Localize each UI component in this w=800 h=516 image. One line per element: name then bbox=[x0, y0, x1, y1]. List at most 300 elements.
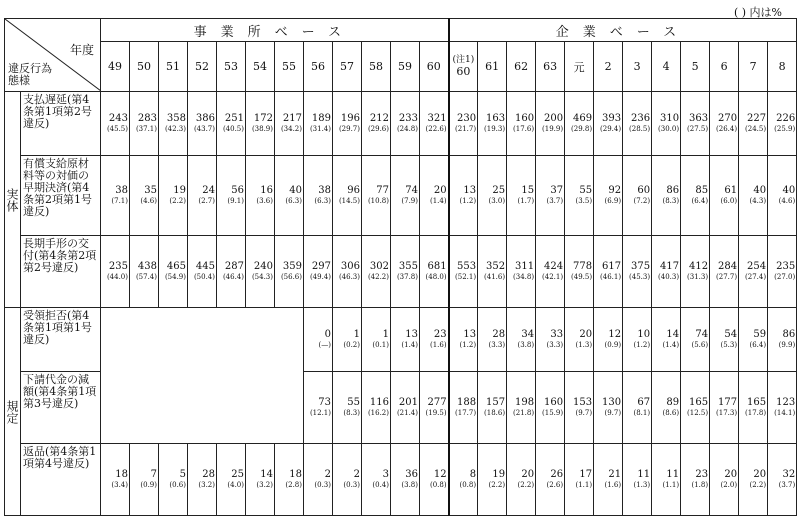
data-cell bbox=[391, 444, 420, 516]
year-label: 2 bbox=[604, 60, 612, 74]
cell-percent: (27.7) bbox=[716, 272, 738, 281]
year-label: 56 bbox=[311, 60, 325, 74]
cell-percent: (15.9) bbox=[542, 408, 564, 417]
data-cell bbox=[768, 92, 797, 156]
data-cell bbox=[159, 156, 188, 236]
data-cell bbox=[420, 92, 449, 156]
data-cell bbox=[275, 156, 304, 236]
cell-percent: (1.2) bbox=[459, 340, 477, 349]
data-cell bbox=[362, 92, 391, 156]
data-cell bbox=[681, 444, 710, 516]
cell-count: 227 bbox=[747, 112, 767, 124]
cell-percent: (9.7) bbox=[604, 408, 622, 417]
data-cell bbox=[681, 156, 710, 236]
cell-percent: (9.7) bbox=[575, 408, 593, 417]
year-label: 63 bbox=[543, 60, 558, 74]
cell-count: 67 bbox=[637, 396, 651, 408]
data-cell bbox=[159, 236, 188, 308]
year-label: 57 bbox=[340, 60, 354, 74]
data-cell bbox=[536, 236, 565, 308]
data-cell bbox=[449, 92, 478, 156]
group-label: 実体 bbox=[5, 92, 21, 308]
cell-count: 40 bbox=[753, 184, 767, 196]
year-label: 5 bbox=[691, 60, 699, 74]
cell-percent: (0.4) bbox=[372, 480, 389, 489]
cell-percent: (22.6) bbox=[425, 124, 447, 133]
year-label: 59 bbox=[398, 60, 412, 74]
cell-count: 74 bbox=[405, 184, 418, 196]
cell-count: 13 bbox=[405, 328, 418, 340]
cell-count: 35 bbox=[144, 184, 157, 196]
data-cell bbox=[362, 372, 391, 444]
cell-count: 86 bbox=[782, 328, 796, 340]
cell-count: 24 bbox=[202, 184, 215, 196]
cell-count: 321 bbox=[427, 112, 447, 124]
data-cell bbox=[565, 236, 594, 308]
cell-percent: (3.6) bbox=[256, 196, 273, 205]
data-cell bbox=[246, 236, 275, 308]
cell-count: 417 bbox=[660, 260, 680, 272]
cell-percent: (1.2) bbox=[633, 340, 651, 349]
cell-percent: (0.8) bbox=[459, 480, 477, 489]
row-label: 下請代金の減額(第4条第1項第3号違反) bbox=[21, 372, 101, 444]
data-cell bbox=[449, 156, 478, 236]
cell-count: 177 bbox=[718, 396, 738, 408]
data-cell bbox=[652, 444, 681, 516]
cell-count: 19 bbox=[173, 184, 186, 196]
cell-percent: (8.1) bbox=[633, 408, 651, 417]
cell-percent: (54.9) bbox=[164, 272, 186, 281]
cell-percent: (19.3) bbox=[484, 124, 506, 133]
year-header bbox=[652, 42, 681, 92]
cell-count: 55 bbox=[347, 396, 360, 408]
year-label: 62 bbox=[514, 60, 529, 74]
cell-count: 172 bbox=[253, 112, 273, 124]
table-row bbox=[5, 156, 797, 236]
cell-percent: (42.3) bbox=[164, 124, 186, 133]
data-cell bbox=[101, 92, 130, 156]
cell-percent: (3.5) bbox=[575, 196, 593, 205]
year-header bbox=[681, 42, 710, 92]
cell-count: 11 bbox=[666, 468, 680, 480]
cell-percent: (4.6) bbox=[778, 196, 796, 205]
data-cell bbox=[739, 156, 768, 236]
corner-violation-label: 違反行為態様 bbox=[8, 62, 52, 87]
cell-count: 28 bbox=[202, 468, 215, 480]
data-cell bbox=[739, 444, 768, 516]
cell-count: 26 bbox=[550, 468, 564, 480]
cell-percent: (10.8) bbox=[367, 196, 389, 205]
cell-count: 393 bbox=[602, 112, 622, 124]
cell-percent: (—) bbox=[318, 340, 331, 349]
cell-percent: (49.5) bbox=[571, 272, 593, 281]
cell-percent: (18.6) bbox=[484, 408, 506, 417]
cell-count: 306 bbox=[340, 260, 360, 272]
cell-percent: (9.9) bbox=[778, 340, 796, 349]
cell-count: 73 bbox=[318, 396, 331, 408]
data-cell bbox=[623, 156, 652, 236]
cell-count: 20 bbox=[433, 184, 447, 196]
cell-percent: (30.0) bbox=[658, 124, 680, 133]
cell-count: 96 bbox=[347, 184, 360, 196]
cell-percent: (0.9) bbox=[604, 340, 622, 349]
cell-count: 2 bbox=[324, 468, 331, 480]
data-cell bbox=[536, 308, 565, 372]
cell-count: 424 bbox=[544, 260, 564, 272]
cell-percent: (1.6) bbox=[604, 480, 622, 489]
group-establishment-header: 事業所ベース bbox=[101, 19, 449, 42]
data-cell bbox=[565, 372, 594, 444]
data-cell bbox=[478, 308, 507, 372]
cell-percent: (40.3) bbox=[658, 272, 680, 281]
year-header bbox=[362, 42, 391, 92]
cell-percent: (3.8) bbox=[517, 340, 535, 349]
data-cell bbox=[594, 444, 623, 516]
cell-percent: (2.7) bbox=[198, 196, 215, 205]
cell-count: 681 bbox=[427, 260, 447, 272]
violation-table bbox=[4, 18, 797, 516]
cell-percent: (2.0) bbox=[720, 480, 738, 489]
data-cell bbox=[304, 308, 333, 372]
cell-count: 310 bbox=[660, 112, 680, 124]
data-cell bbox=[478, 236, 507, 308]
year-header bbox=[623, 42, 652, 92]
data-cell bbox=[739, 92, 768, 156]
cell-count: 23 bbox=[433, 328, 447, 340]
cell-count: 226 bbox=[776, 112, 796, 124]
cell-percent: (7.9) bbox=[401, 196, 418, 205]
data-cell bbox=[710, 156, 739, 236]
cell-count: 10 bbox=[637, 328, 651, 340]
cell-count: 8 bbox=[469, 468, 477, 480]
cell-percent: (46.1) bbox=[600, 272, 622, 281]
year-header bbox=[217, 42, 246, 92]
data-cell bbox=[565, 92, 594, 156]
data-cell bbox=[768, 372, 797, 444]
cell-count: 86 bbox=[666, 184, 680, 196]
data-cell bbox=[391, 372, 420, 444]
cell-count: 236 bbox=[631, 112, 651, 124]
cell-percent: (17.6) bbox=[513, 124, 535, 133]
data-cell bbox=[304, 444, 333, 516]
data-cell bbox=[652, 372, 681, 444]
data-cell bbox=[101, 156, 130, 236]
year-header bbox=[420, 42, 449, 92]
data-cell bbox=[507, 372, 536, 444]
cell-percent: (3.7) bbox=[546, 196, 564, 205]
data-cell bbox=[420, 156, 449, 236]
cell-count: 1 bbox=[382, 328, 389, 340]
table-row bbox=[5, 92, 797, 156]
data-cell bbox=[507, 236, 536, 308]
cell-count: 20 bbox=[753, 468, 767, 480]
cell-percent: (2.2) bbox=[517, 480, 535, 489]
data-cell bbox=[739, 372, 768, 444]
cell-percent: (12.1) bbox=[309, 408, 331, 417]
data-cell bbox=[275, 92, 304, 156]
cell-percent: (3.7) bbox=[778, 480, 796, 489]
cell-percent: (6.3) bbox=[314, 196, 331, 205]
cell-percent: (57.4) bbox=[135, 272, 157, 281]
cell-count: 36 bbox=[405, 468, 418, 480]
cell-percent: (7.2) bbox=[633, 196, 651, 205]
data-cell bbox=[652, 236, 681, 308]
cell-count: 352 bbox=[486, 260, 506, 272]
cell-percent: (42.1) bbox=[542, 272, 564, 281]
year-label: 54 bbox=[253, 60, 267, 74]
cell-percent: (29.4) bbox=[600, 124, 622, 133]
cell-percent: (19.5) bbox=[425, 408, 447, 417]
cell-count: 163 bbox=[486, 112, 506, 124]
group-label: 規定 bbox=[5, 308, 21, 516]
cell-count: 20 bbox=[521, 468, 535, 480]
data-cell bbox=[362, 308, 391, 372]
cell-percent: (43.7) bbox=[193, 124, 215, 133]
cell-count: 59 bbox=[753, 328, 767, 340]
data-cell bbox=[188, 156, 217, 236]
cell-percent: (3.8) bbox=[401, 480, 418, 489]
cell-count: 617 bbox=[602, 260, 622, 272]
empty-cell bbox=[101, 372, 304, 444]
data-cell bbox=[507, 444, 536, 516]
cell-percent: (25.9) bbox=[774, 124, 796, 133]
cell-count: 287 bbox=[224, 260, 244, 272]
cell-count: 14 bbox=[666, 328, 680, 340]
cell-percent: (2.2) bbox=[169, 196, 186, 205]
year-label: 6 bbox=[720, 60, 728, 74]
cell-percent: (37.1) bbox=[135, 124, 157, 133]
data-cell bbox=[507, 156, 536, 236]
data-cell bbox=[681, 308, 710, 372]
data-cell bbox=[652, 92, 681, 156]
year-header bbox=[478, 42, 507, 92]
cell-count: 297 bbox=[311, 260, 331, 272]
year-header bbox=[507, 42, 536, 92]
data-cell bbox=[188, 92, 217, 156]
cell-count: 359 bbox=[282, 260, 302, 272]
data-cell bbox=[159, 444, 188, 516]
table-row bbox=[5, 236, 797, 308]
year-label: 51 bbox=[166, 60, 180, 74]
row-label: 有償支給原材料等の対価の早期決済(第4条第2項第1号違反) bbox=[21, 156, 101, 236]
data-cell bbox=[768, 444, 797, 516]
data-cell bbox=[623, 236, 652, 308]
cell-percent: (14.5) bbox=[338, 196, 360, 205]
cell-count: 77 bbox=[376, 184, 389, 196]
data-cell bbox=[420, 236, 449, 308]
cell-percent: (29.6) bbox=[367, 124, 389, 133]
cell-percent: (1.7) bbox=[517, 196, 535, 205]
cell-count: 12 bbox=[433, 468, 447, 480]
data-cell bbox=[420, 444, 449, 516]
cell-count: 130 bbox=[602, 396, 622, 408]
cell-percent: (5.6) bbox=[691, 340, 709, 349]
cell-percent: (29.7) bbox=[338, 124, 360, 133]
cell-count: 165 bbox=[747, 396, 767, 408]
cell-count: 40 bbox=[289, 184, 302, 196]
cell-percent: (27.4) bbox=[745, 272, 767, 281]
cell-percent: (0.6) bbox=[169, 480, 186, 489]
cell-percent: (46.3) bbox=[338, 272, 360, 281]
data-cell bbox=[478, 444, 507, 516]
data-cell bbox=[391, 308, 420, 372]
data-cell bbox=[362, 156, 391, 236]
cell-percent: (0.8) bbox=[430, 480, 447, 489]
year-label: 7 bbox=[749, 60, 757, 74]
data-cell bbox=[710, 236, 739, 308]
cell-count: 445 bbox=[195, 260, 215, 272]
cell-percent: (2.2) bbox=[488, 480, 506, 489]
cell-percent: (1.4) bbox=[662, 340, 680, 349]
group-enterprise-header: 企業ベース bbox=[449, 19, 797, 42]
cell-percent: (29.8) bbox=[571, 124, 593, 133]
cell-count: 778 bbox=[573, 260, 593, 272]
cell-count: 2 bbox=[353, 468, 360, 480]
cell-count: 438 bbox=[137, 260, 157, 272]
cell-count: 17 bbox=[579, 468, 593, 480]
data-cell bbox=[536, 372, 565, 444]
cell-percent: (49.4) bbox=[309, 272, 331, 281]
cell-percent: (24.8) bbox=[396, 124, 418, 133]
cell-percent: (0.9) bbox=[140, 480, 157, 489]
cell-percent: (1.1) bbox=[575, 480, 593, 489]
data-cell bbox=[594, 156, 623, 236]
cell-count: 157 bbox=[486, 396, 506, 408]
cell-count: 11 bbox=[637, 468, 651, 480]
cell-count: 61 bbox=[724, 184, 738, 196]
cell-percent: (3.4) bbox=[111, 480, 128, 489]
cell-count: 13 bbox=[463, 328, 477, 340]
year-header bbox=[304, 42, 333, 92]
data-cell bbox=[217, 236, 246, 308]
cell-percent: (8.3) bbox=[662, 196, 680, 205]
data-cell bbox=[623, 372, 652, 444]
cell-count: 25 bbox=[231, 468, 244, 480]
cell-percent: (21.7) bbox=[455, 124, 477, 133]
table-row bbox=[5, 308, 797, 372]
table-row bbox=[5, 444, 797, 516]
cell-count: 284 bbox=[718, 260, 738, 272]
year-label: 61 bbox=[485, 60, 500, 74]
year-label: 50 bbox=[137, 60, 151, 74]
cell-percent: (0.2) bbox=[343, 340, 360, 349]
data-cell bbox=[304, 372, 333, 444]
cell-count: 212 bbox=[369, 112, 389, 124]
data-cell bbox=[594, 92, 623, 156]
data-cell bbox=[159, 92, 188, 156]
cell-count: 160 bbox=[515, 112, 535, 124]
cell-count: 5 bbox=[179, 468, 186, 480]
data-cell bbox=[188, 444, 217, 516]
cell-count: 386 bbox=[195, 112, 215, 124]
cell-percent: (0.3) bbox=[314, 480, 331, 489]
data-cell bbox=[391, 236, 420, 308]
data-cell bbox=[333, 444, 362, 516]
data-cell bbox=[275, 444, 304, 516]
data-cell bbox=[623, 92, 652, 156]
data-cell bbox=[391, 156, 420, 236]
cell-count: 13 bbox=[463, 184, 477, 196]
cell-count: 0 bbox=[324, 328, 331, 340]
cell-percent: (8.6) bbox=[662, 408, 680, 417]
cell-percent: (1.1) bbox=[662, 480, 680, 489]
cell-percent: (3.3) bbox=[546, 340, 564, 349]
cell-percent: (3.2) bbox=[198, 480, 215, 489]
data-cell bbox=[304, 236, 333, 308]
cell-percent: (34.8) bbox=[513, 272, 535, 281]
data-cell bbox=[652, 156, 681, 236]
cell-count: 123 bbox=[776, 396, 796, 408]
cell-count: 3 bbox=[382, 468, 389, 480]
row-label: 長期手形の交付(第4条第2項第2号違反) bbox=[21, 236, 101, 308]
year-label: 58 bbox=[369, 60, 383, 74]
data-cell bbox=[333, 308, 362, 372]
cell-percent: (16.2) bbox=[367, 408, 389, 417]
data-cell bbox=[594, 372, 623, 444]
cell-percent: (38.9) bbox=[251, 124, 273, 133]
data-cell bbox=[304, 156, 333, 236]
cell-count: 302 bbox=[369, 260, 389, 272]
year-label: 60 bbox=[426, 60, 441, 74]
data-cell bbox=[449, 444, 478, 516]
data-cell bbox=[246, 156, 275, 236]
data-cell bbox=[681, 236, 710, 308]
cell-percent: (31.4) bbox=[309, 124, 331, 133]
cell-count: 251 bbox=[224, 112, 244, 124]
cell-percent: (17.3) bbox=[716, 408, 738, 417]
year-header bbox=[391, 42, 420, 92]
cell-percent: (3.0) bbox=[488, 196, 506, 205]
data-cell bbox=[478, 92, 507, 156]
year-header bbox=[768, 42, 797, 92]
cell-percent: (1.4) bbox=[430, 196, 447, 205]
data-cell bbox=[565, 444, 594, 516]
cell-percent: (14.1) bbox=[774, 408, 796, 417]
cell-count: 165 bbox=[689, 396, 709, 408]
cell-percent: (6.3) bbox=[285, 196, 302, 205]
data-cell bbox=[681, 372, 710, 444]
cell-count: 20 bbox=[724, 468, 738, 480]
data-cell bbox=[565, 156, 594, 236]
data-cell bbox=[304, 92, 333, 156]
cell-count: 21 bbox=[608, 468, 622, 480]
cell-percent: (4.3) bbox=[749, 196, 767, 205]
data-cell bbox=[623, 308, 652, 372]
cell-percent: (50.4) bbox=[193, 272, 215, 281]
cell-count: 38 bbox=[318, 184, 331, 196]
data-cell bbox=[710, 308, 739, 372]
cell-count: 189 bbox=[311, 112, 331, 124]
data-cell bbox=[710, 444, 739, 516]
year-header bbox=[739, 42, 768, 92]
cell-count: 196 bbox=[340, 112, 360, 124]
data-cell bbox=[246, 444, 275, 516]
cell-count: 55 bbox=[579, 184, 593, 196]
cell-percent: (4.6) bbox=[140, 196, 157, 205]
cell-percent: (6.4) bbox=[749, 340, 767, 349]
cell-count: 12 bbox=[608, 328, 622, 340]
cell-percent: (45.5) bbox=[106, 124, 128, 133]
cell-count: 19 bbox=[492, 468, 506, 480]
data-cell bbox=[739, 236, 768, 308]
cell-percent: (3.2) bbox=[256, 480, 273, 489]
data-cell bbox=[217, 92, 246, 156]
year-label: 4 bbox=[662, 60, 670, 74]
cell-count: 283 bbox=[137, 112, 157, 124]
cell-count: 412 bbox=[689, 260, 709, 272]
cell-count: 553 bbox=[457, 260, 477, 272]
data-cell bbox=[478, 156, 507, 236]
